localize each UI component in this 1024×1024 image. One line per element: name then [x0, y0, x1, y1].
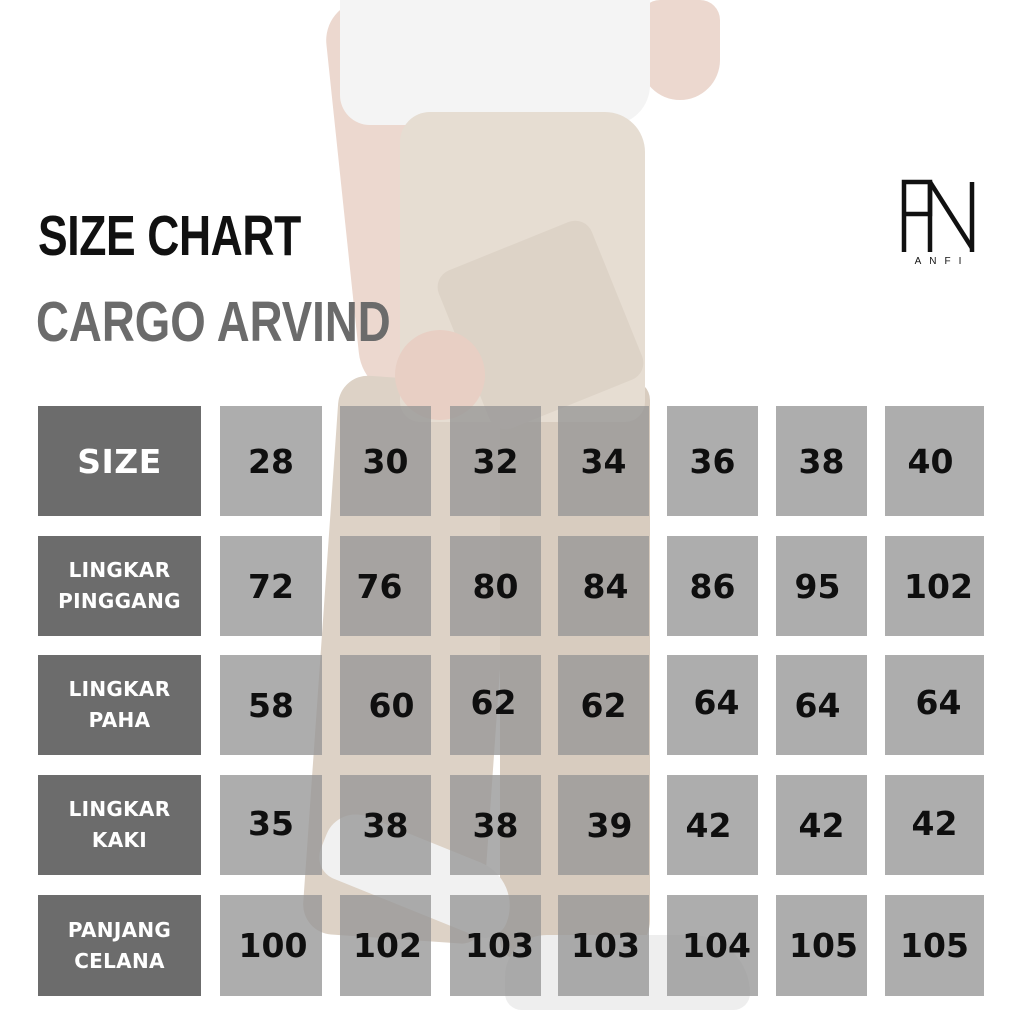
cell-value: 72	[248, 566, 294, 606]
cell-value: 105	[900, 926, 969, 965]
measurement-label: LINGKAR PAHA	[38, 655, 201, 755]
cell-value: 86	[689, 566, 736, 606]
measurement-value-cell	[340, 536, 431, 636]
cell-value: 42	[685, 805, 732, 845]
measurement-value-cell	[885, 536, 984, 636]
cell-value: 42	[911, 803, 958, 843]
size-value-cell	[776, 406, 867, 516]
cell-value: 104	[682, 926, 751, 965]
cell-value: 95	[794, 566, 841, 606]
cell-value: 64	[693, 682, 740, 722]
page-title: SIZE CHART	[38, 204, 301, 268]
measurement-value-cell	[220, 895, 322, 996]
measurement-value-cell	[340, 895, 431, 996]
model-right-arm	[640, 0, 720, 100]
measurement-value-cell	[667, 895, 758, 996]
size-header-label: SIZE	[38, 406, 201, 516]
measurement-label: LINGKAR KAKI	[38, 775, 201, 875]
cell-value: 62	[470, 682, 517, 722]
measurement-value-cell	[885, 895, 984, 996]
cell-value: 28	[248, 441, 294, 481]
cell-value: 102	[904, 566, 973, 606]
logo-wordmark: ANFI	[914, 256, 970, 267]
measurement-label: PANJANG CELANA	[38, 895, 201, 996]
measurement-value-cell	[776, 895, 867, 996]
cell-value: 62	[580, 685, 627, 725]
cell-value: 84	[582, 566, 629, 606]
measurement-value-cell	[340, 655, 431, 755]
measurement-value-cell	[340, 775, 431, 875]
cell-value: 76	[356, 566, 403, 606]
measurement-value-cell	[885, 655, 984, 755]
cell-value: 80	[472, 566, 519, 606]
cell-value: 30	[362, 441, 409, 481]
cell-value: 38	[362, 805, 409, 845]
measurement-value-cell	[885, 775, 984, 875]
measurement-value-cell	[220, 775, 322, 875]
cell-value: 35	[248, 803, 294, 843]
product-name: CARGO ARVIND	[36, 290, 391, 354]
size-value-cell	[885, 406, 984, 516]
cell-value: 60	[368, 685, 415, 725]
measurement-value-cell	[450, 775, 541, 875]
measurement-value-cell	[558, 655, 649, 755]
measurement-value-cell	[450, 895, 541, 996]
size-value-cell	[450, 406, 541, 516]
cell-value: 64	[794, 685, 841, 725]
measurement-value-cell	[776, 775, 867, 875]
measurement-value-cell	[667, 655, 758, 755]
anfi-logo	[900, 178, 976, 270]
measurement-value-cell	[558, 536, 649, 636]
measurement-value-cell	[776, 655, 867, 755]
measurement-value-cell	[220, 655, 322, 755]
cell-value: 32	[472, 441, 519, 481]
measurement-value-cell	[220, 536, 322, 636]
anfi-monogram-icon	[900, 178, 976, 256]
cell-value: 34	[580, 441, 627, 481]
measurement-value-cell	[667, 775, 758, 875]
cell-value: 103	[465, 926, 534, 965]
cell-value: 105	[789, 926, 858, 965]
measurement-value-cell	[450, 655, 541, 755]
cell-value: 40	[907, 441, 954, 481]
measurement-value-cell	[450, 536, 541, 636]
cell-value: 42	[798, 805, 845, 845]
cell-value: 103	[571, 926, 640, 965]
cell-value: 39	[586, 805, 633, 845]
measurement-value-cell	[558, 895, 649, 996]
cell-value: 38	[472, 805, 519, 845]
size-value-cell	[220, 406, 322, 516]
cell-value: 38	[798, 441, 845, 481]
size-value-cell	[340, 406, 431, 516]
cell-value: 58	[248, 685, 294, 725]
model-shirt	[340, 0, 650, 125]
measurement-value-cell	[776, 536, 867, 636]
cell-value: 36	[689, 441, 736, 481]
measurement-label: LINGKAR PINGGANG	[38, 536, 201, 636]
cell-value: 64	[915, 682, 962, 722]
cell-value: 102	[353, 926, 422, 965]
size-value-cell	[558, 406, 649, 516]
measurement-value-cell	[667, 536, 758, 636]
measurement-value-cell	[558, 775, 649, 875]
cell-value: 100	[238, 926, 308, 965]
size-value-cell	[667, 406, 758, 516]
